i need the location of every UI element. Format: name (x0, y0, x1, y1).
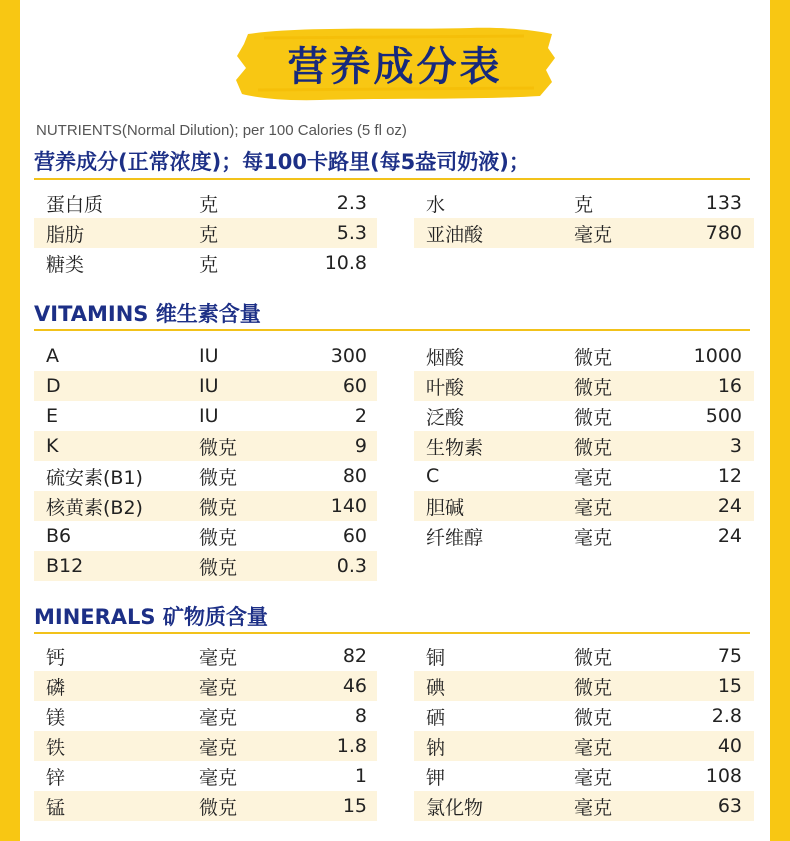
nutrient-unit: 微克 (574, 376, 613, 399)
nutrient-unit: 毫克 (199, 676, 238, 699)
nutrient-unit: 毫克 (574, 496, 613, 519)
nutrient-name: D (46, 375, 61, 397)
nutrient-name: K (46, 435, 59, 457)
nutrient-unit: 微克 (574, 436, 613, 459)
nutrient-name: 泛酸 (426, 406, 465, 429)
table-row (34, 341, 377, 371)
nutrient-unit: 微克 (199, 496, 238, 519)
nutrient-value: 2.3 (336, 192, 367, 214)
nutrient-name: 磷 (46, 676, 66, 699)
table-row (34, 188, 377, 218)
table-row (34, 491, 377, 521)
nutrient-value: 140 (330, 495, 367, 517)
subtitle-chinese: 营养成分(正常浓度)；每100卡路里(每5盎司奶液)； (34, 150, 530, 174)
table-row (414, 461, 754, 491)
vitamins-left-column (34, 341, 377, 581)
table-row (414, 188, 754, 218)
nutrient-unit: 毫克 (574, 766, 613, 789)
nutrient-name: 钠 (426, 736, 446, 759)
nutrient-name: 烟酸 (426, 346, 465, 369)
nutrient-value: 80 (342, 465, 367, 487)
nutrient-value: 1 (354, 765, 367, 787)
table-row (414, 641, 754, 671)
table-row (34, 218, 377, 248)
nutrient-value: 300 (330, 345, 367, 367)
nutrient-unit: 毫克 (574, 736, 613, 759)
nutrient-value: 15 (342, 795, 367, 817)
table-row (34, 431, 377, 461)
table-row (414, 701, 754, 731)
nutrient-name: 钾 (426, 766, 446, 789)
nutrient-name: 蛋白质 (46, 193, 104, 216)
nutrient-value: 1000 (693, 345, 742, 367)
table-row (414, 218, 754, 248)
nutrient-unit: 毫克 (199, 766, 238, 789)
nutrient-value: 24 (717, 495, 742, 517)
nutrient-unit: 毫克 (574, 526, 613, 549)
nutrient-name: 脂肪 (46, 223, 85, 246)
nutrient-unit: 微克 (199, 436, 238, 459)
nutrient-value: 133 (705, 192, 742, 214)
nutrient-name: 镁 (46, 706, 66, 729)
nutrient-unit: IU (199, 345, 219, 367)
nutrient-value: 2 (354, 405, 367, 427)
title-banner (234, 24, 556, 102)
table-row (34, 791, 377, 821)
minerals-heading: MINERALS 矿物质含量 (34, 605, 268, 629)
nutrient-unit: 微克 (574, 346, 613, 369)
nutrient-name: 亚油酸 (426, 223, 484, 246)
table-row (34, 521, 377, 551)
nutrient-name: 糖类 (46, 253, 85, 276)
nutrient-name: 碘 (426, 676, 446, 699)
nutrient-unit: 克 (199, 193, 219, 216)
minerals-left-column (34, 641, 377, 821)
nutrient-name: B12 (46, 555, 84, 577)
table-row (414, 521, 754, 551)
table-row (414, 401, 754, 431)
nutrient-unit: 毫克 (199, 646, 238, 669)
nutrient-unit: 微克 (199, 796, 238, 819)
table-row (414, 671, 754, 701)
table-row (34, 731, 377, 761)
nutrient-value: 16 (717, 375, 742, 397)
nutrient-value: 9 (354, 435, 367, 457)
nutrient-unit: 微克 (199, 466, 238, 489)
nutrient-name: B6 (46, 525, 72, 547)
nutrient-value: 500 (705, 405, 742, 427)
table-row (34, 461, 377, 491)
nutrient-value: 24 (717, 525, 742, 547)
table-row (414, 791, 754, 821)
nutrient-unit: 微克 (574, 646, 613, 669)
nutrient-unit: 克 (199, 223, 219, 246)
table-row (34, 641, 377, 671)
nutrient-value: 82 (342, 645, 367, 667)
nutrient-name: 铜 (426, 646, 446, 669)
table-row (34, 401, 377, 431)
nutrient-unit: 微克 (574, 406, 613, 429)
table-row (34, 671, 377, 701)
table-row (414, 491, 754, 521)
nutrient-value: 60 (342, 525, 367, 547)
nutrient-name: 叶酸 (426, 376, 465, 399)
table-row (34, 761, 377, 791)
nutrient-name: A (46, 345, 59, 367)
nutrient-unit: IU (199, 375, 219, 397)
nutrient-name: 锌 (46, 766, 66, 789)
nutrient-name: 硒 (426, 706, 446, 729)
nutrient-value: 46 (342, 675, 367, 697)
nutrient-name: 锰 (46, 796, 66, 819)
table-row (414, 431, 754, 461)
nutrient-name: 核黄素(B2) (46, 496, 143, 519)
table-row (34, 701, 377, 731)
nutrient-unit: 克 (574, 193, 594, 216)
nutrient-unit: 微克 (199, 526, 238, 549)
nutrient-value: 63 (717, 795, 742, 817)
table-row (34, 371, 377, 401)
vitamins-right-column (414, 341, 754, 551)
nutrient-name: 铁 (46, 736, 66, 759)
subtitle-english: NUTRIENTS(Normal Dilution); per 100 Calories (5 fl oz) (36, 122, 407, 139)
section-divider (34, 632, 750, 634)
nutrient-value: 60 (342, 375, 367, 397)
nutrient-value: 1.8 (336, 735, 367, 757)
nutrient-value: 75 (717, 645, 742, 667)
nutrient-name: 氯化物 (426, 796, 484, 819)
nutrient-name: 水 (426, 193, 446, 216)
nutrient-value: 40 (717, 735, 742, 757)
nutrient-value: 3 (729, 435, 742, 457)
nutrient-value: 12 (717, 465, 742, 487)
nutrient-value: 0.3 (336, 555, 367, 577)
nutrient-value: 10.8 (324, 252, 367, 274)
nutrient-unit: 毫克 (574, 466, 613, 489)
nutrient-name: 生物素 (426, 436, 484, 459)
nutrient-name: 胆碱 (426, 496, 465, 519)
table-row (34, 551, 377, 581)
nutrient-unit: 克 (199, 253, 219, 276)
table-row (414, 731, 754, 761)
nutrient-name: C (426, 465, 440, 487)
nutrient-name: 硫安素(B1) (46, 466, 143, 489)
table-row (414, 761, 754, 791)
nutrient-value: 5.3 (336, 222, 367, 244)
minerals-right-column (414, 641, 754, 821)
nutrient-value: 15 (717, 675, 742, 697)
nutrient-unit: 毫克 (574, 796, 613, 819)
nutrient-unit: 微克 (199, 556, 238, 579)
nutrient-unit: 毫克 (199, 706, 238, 729)
nutrient-unit: 微克 (574, 676, 613, 699)
table-row (34, 248, 377, 278)
nutrient-name: 纤维醇 (426, 526, 484, 549)
nutrient-unit: IU (199, 405, 219, 427)
nutrient-unit: 毫克 (574, 223, 613, 246)
nutrient-name: 钙 (46, 646, 66, 669)
vitamins-heading: VITAMINS 维生素含量 (34, 302, 261, 326)
section-divider (34, 178, 750, 180)
basic-left-column (34, 188, 377, 278)
page-title: 营养成分表 (287, 43, 503, 90)
table-row (414, 371, 754, 401)
nutrient-value: 780 (705, 222, 742, 244)
section-divider (34, 329, 750, 331)
nutrient-value: 2.8 (711, 705, 742, 727)
nutrient-name: E (46, 405, 59, 427)
nutrient-unit: 毫克 (199, 736, 238, 759)
table-row (414, 341, 754, 371)
basic-right-column (414, 188, 754, 248)
nutrient-value: 8 (354, 705, 367, 727)
nutrient-value: 108 (705, 765, 742, 787)
nutrient-unit: 微克 (574, 706, 613, 729)
